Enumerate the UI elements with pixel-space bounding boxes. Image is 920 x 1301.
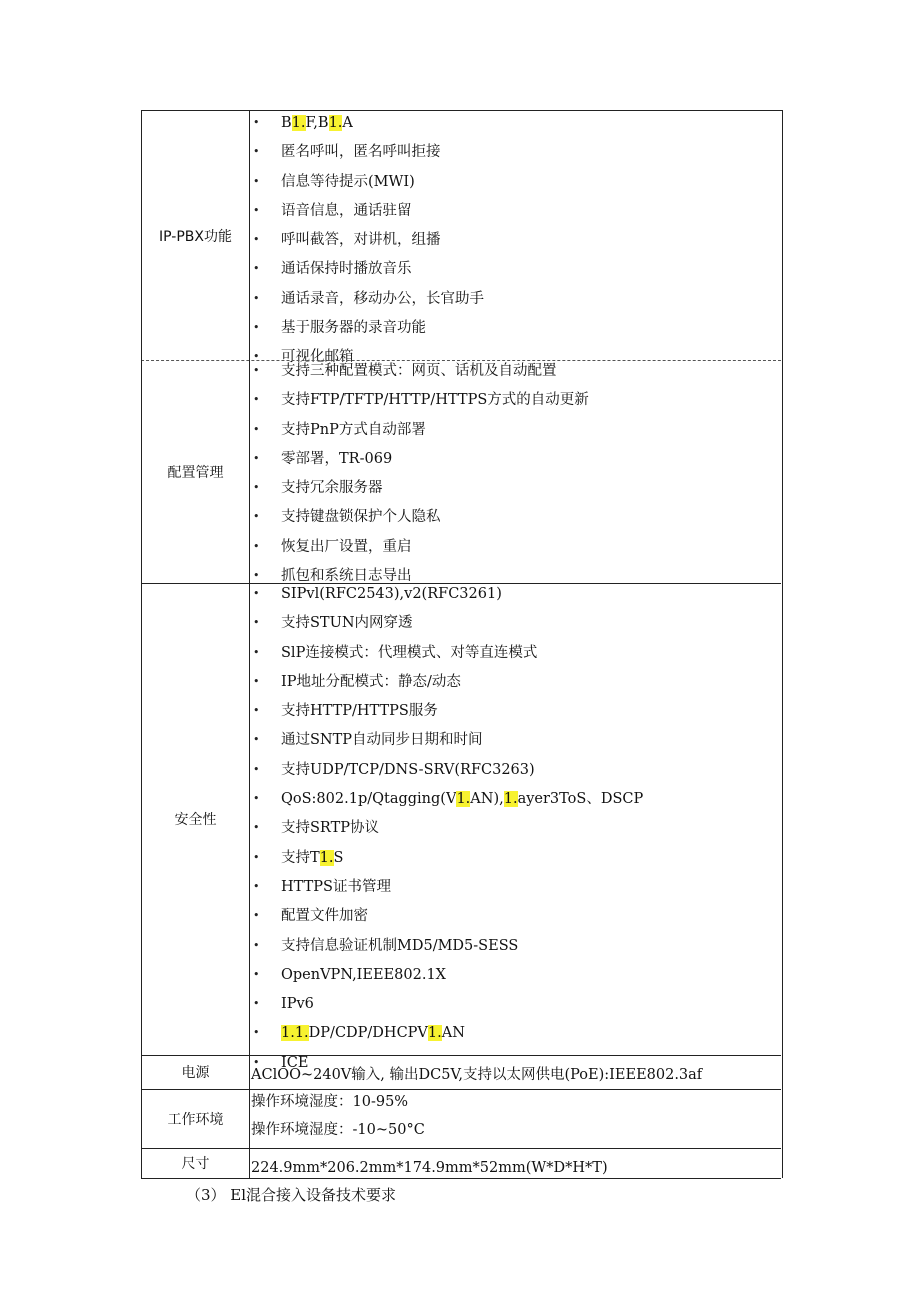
highlighted-text: 1. <box>328 115 343 131</box>
row-config-management <box>141 360 783 583</box>
list-item: • SlP连接模式：代理模式、对等直连模式 <box>250 643 782 672</box>
list-item <box>250 113 782 142</box>
list-item: • OpenVPN,IEEE802.1X <box>250 965 782 994</box>
list-item: • 零部署，TR-069 <box>250 449 782 478</box>
list-item: • 恢复出厂设置，重启 <box>250 537 782 566</box>
text-segment: A <box>342 115 353 131</box>
list-item: • 可视化邮箱 <box>250 347 782 376</box>
highlighted-text: 1. <box>427 1025 442 1042</box>
feature-list <box>250 113 782 377</box>
highlighted-text: 1.1. <box>281 1025 309 1042</box>
humidity-spec: 操作环境湿度：10-95% <box>251 1094 409 1110</box>
list-item: • 语音信息，通话驻留 <box>250 201 782 230</box>
row-label: 工作环境 <box>167 1111 224 1128</box>
dimensions-spec: 224.9mm*206.2mm*174.9mm*52mm(W*D*H*T) <box>251 1160 608 1176</box>
text-segment: S <box>333 849 344 866</box>
list-item <box>250 789 782 818</box>
list-item: • 支持STUN内网穿透 <box>250 613 782 642</box>
list-item: • 抓包和系统日志导出 <box>250 566 782 595</box>
row-power <box>141 1055 783 1089</box>
list-item: • SIPvl(RFC2543),v2(RFC3261) <box>250 584 782 613</box>
text-segment: B <box>281 115 292 131</box>
text-segment: AN <box>441 1025 465 1042</box>
text-segment: DP/CDP/DHCPV <box>308 1025 428 1042</box>
row-security <box>141 583 783 1071</box>
highlighted-text: 1. <box>319 849 334 866</box>
list-item: • 信息等待提示(MWI) <box>250 172 782 201</box>
list-item: • 通话保持时播放音乐 <box>250 259 782 288</box>
list-item: • 支持信息验证机制MD5/MD5-SESS <box>250 936 782 965</box>
list-item: • 支持UDP/TCP/DNS-SRV(RFC3263) <box>250 760 782 789</box>
highlighted-text: 1. <box>291 115 306 131</box>
row-dimensions <box>141 1148 783 1178</box>
section-caption: （3） El混合接入设备技术要求 <box>186 1186 397 1204</box>
temperature-spec: 操作环境湿度：-10~50°C <box>251 1122 425 1138</box>
list-item: • HTTPS证书管理 <box>250 877 782 906</box>
list-item <box>250 848 782 877</box>
list-item: • 支持HTTP/HTTPS服务 <box>250 701 782 730</box>
row-label: 配置管理 <box>167 464 224 481</box>
row-environment <box>141 1089 783 1148</box>
row-label: IP-PBX功能 <box>159 229 232 245</box>
highlighted-text: 1. <box>456 791 471 808</box>
text-segment: 支持T <box>281 849 320 866</box>
list-item: • 通话录音，移动办公，长官助手 <box>250 289 782 318</box>
row-ip-pbx <box>141 110 783 366</box>
feature-list <box>250 361 782 595</box>
text-segment: AN), <box>470 791 504 808</box>
highlighted-text: 1. <box>503 791 518 808</box>
row-label: 安全性 <box>174 812 217 828</box>
list-item: • IPv6 <box>250 994 782 1023</box>
text-segment: F,B <box>305 115 329 131</box>
list-item: • ICE <box>250 1053 782 1082</box>
row-label: 尺寸 <box>181 1156 210 1172</box>
list-item: • 配置文件加密 <box>250 906 782 935</box>
list-item <box>250 1023 782 1052</box>
list-item: • 通过SNTP自动同步日期和时间 <box>250 730 782 759</box>
list-item: • 匿名呼叫，匿名呼叫拒接 <box>250 142 782 171</box>
list-item: • 支持FTP/TFTP/HTTP/HTTPS方式的自动更新 <box>250 390 782 419</box>
list-item: • IP地址分配模式：静态/动态 <box>250 672 782 701</box>
list-item: • 支持PnP方式自动部署 <box>250 420 782 449</box>
list-item: • 支持三种配置模式：网页、话机及自动配置 <box>250 361 782 390</box>
power-spec: AClOO~240V输入, 输出DC5V,支持以太网供电(PoE):IEEE802.3af <box>251 1067 703 1083</box>
list-item: • 基于服务器的录音功能 <box>250 318 782 347</box>
list-item: • 支持键盘锁保护个人隐私 <box>250 507 782 536</box>
list-item: • 支持SRTP协议 <box>250 818 782 847</box>
text-segment: QoS:802.1p/Qtagging(V <box>281 791 457 808</box>
text-segment: ayer3ToS、DSCP <box>517 791 644 808</box>
list-item: • 呼叫截答，对讲机，组播 <box>250 230 782 259</box>
feature-list <box>250 584 782 1082</box>
row-label: 电源 <box>181 1065 210 1081</box>
list-item: • 支持冗余服务器 <box>250 478 782 507</box>
